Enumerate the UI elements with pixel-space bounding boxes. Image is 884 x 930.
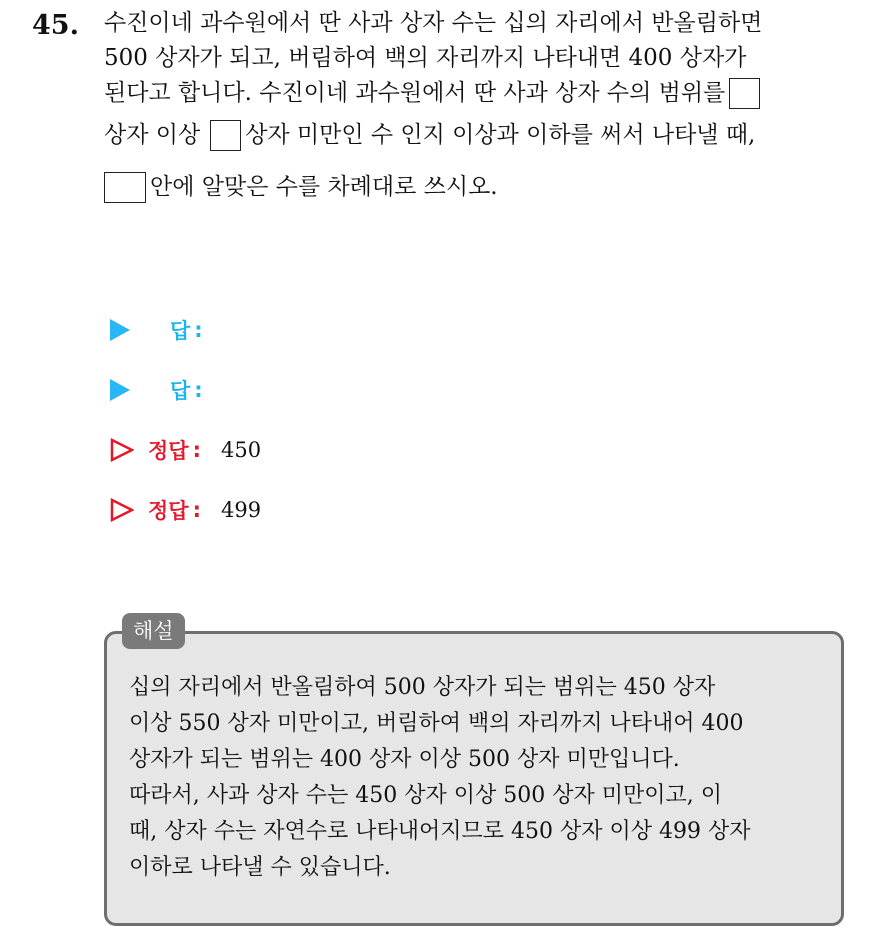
question-text <box>104 8 864 213</box>
question-line-text: 수진이네 과수원에서 딴 사과 상자 수는 십의 자리에서 반올림하면 <box>104 10 763 36</box>
answer-section <box>110 300 261 540</box>
problem-number: 45. <box>32 10 79 41</box>
question-line <box>104 8 864 39</box>
explanation-line: 상자가 되는 범위는 400 상자 이상 500 상자 미만입니다. <box>129 747 680 772</box>
explanation-line: 십의 자리에서 반올림하여 500 상자가 되는 범위는 450 상자 <box>129 675 716 700</box>
explanation-line: 때, 상자 수는 자연수로 나타내어지므로 450 상자 이상 499 상자 <box>129 819 751 844</box>
question-line <box>104 43 864 74</box>
explanation-text <box>129 670 829 886</box>
correct-answer-label: 정답 <box>148 499 189 523</box>
answer-blank-row <box>110 360 261 420</box>
question-line-text: 안에 알맞은 수를 차례대로 쓰시오. <box>150 173 498 200</box>
answer-blank-row <box>110 300 261 360</box>
play-outline-icon <box>110 438 134 462</box>
correct-answer-value: 499 <box>220 498 262 522</box>
question-line <box>104 78 864 109</box>
answer-label: 답 <box>170 379 191 403</box>
blank-box-1 <box>729 78 760 109</box>
answer-colon: : <box>194 318 203 342</box>
play-icon <box>110 379 130 401</box>
question-line-text: 상자 이상 <box>104 121 201 148</box>
explanation-line: 이하로 나타낼 수 있습니다. <box>129 855 391 880</box>
correct-answer-colon: : <box>192 498 201 522</box>
play-outline-icon <box>110 498 134 522</box>
explanation-panel <box>104 631 844 926</box>
correct-answer-colon: : <box>192 438 201 462</box>
question-line-text: 상자 미만인 수 인지 이상과 이하를 써서 나타낼 때, <box>245 121 756 148</box>
correct-answer-value: 450 <box>220 438 262 462</box>
question-line <box>104 161 864 213</box>
play-icon <box>110 319 130 341</box>
answer-label: 답 <box>170 319 191 343</box>
correct-answer-row <box>110 420 261 480</box>
explanation-tag: 해설 <box>122 613 185 649</box>
blank-box-2 <box>210 120 241 151</box>
question-line-text: 된다고 합니다. 수진이네 과수원에서 딴 사과 상자 수의 범위를 <box>104 80 726 106</box>
correct-answer-row <box>110 480 261 540</box>
blank-box-legend <box>104 172 146 203</box>
question-line-text: 500 상자가 되고, 버림하여 백의 자리까지 나타내면 400 상자가 <box>104 45 747 71</box>
correct-answer-label: 정답 <box>148 439 189 463</box>
explanation-line: 따라서, 사과 상자 수는 450 상자 이상 500 상자 미만이고, 이 <box>129 783 722 808</box>
answer-colon: : <box>194 378 203 402</box>
explanation-line: 이상 550 상자 미만이고, 버림하여 백의 자리까지 나타내어 400 <box>129 711 744 736</box>
question-line <box>104 109 864 161</box>
